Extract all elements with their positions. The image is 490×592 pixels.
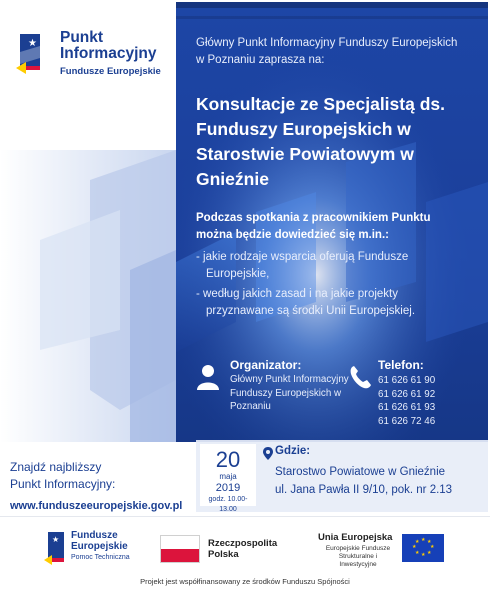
eu-stars-icon [16,28,56,78]
phone-number: 61 626 72 46 [378,415,436,427]
svg-text:★: ★ [430,544,435,550]
rp-title: Rzeczpospolita Polska [208,538,278,560]
date-hours: godz. 10.00-13.00 [208,496,248,513]
fe-subtitle: Pomoc Techniczna [71,554,130,561]
date-card [200,444,256,513]
eu-stars-icon [44,530,68,566]
list-item: - według jakich zasad i na jakie projekty przyznawane są środki Unii Europejskiej. [196,288,416,317]
svg-text:★: ★ [421,537,426,543]
svg-text:★: ★ [421,552,426,558]
cofunding-note: Projekt jest współfinansowany ze środków Funduszu Spójności [140,577,350,586]
phone-number: 61 626 61 92 [378,388,436,400]
rzeczpospolita-logo [160,535,290,567]
ue-title: Unia Europejska [318,532,393,543]
eu-flag-icon [402,534,444,562]
where-place: Starostwo Powiatowe w Gnieźnie [275,466,446,478]
svg-text:★: ★ [52,535,60,544]
ue-subtitle: Europejskie Fundusze Strukturalne i Inwestycyjne [325,545,391,568]
organizer-name: Główny Punkt Informacyjny Funduszy Europejskich w Poznaniu [230,374,349,412]
fe-title: Fundusze Europejskie [71,530,128,552]
organizer-title: Organizator: [230,358,302,372]
find-line-2: Punkt Informacyjny: [10,477,116,491]
website-link[interactable]: www.funduszeeuropejskie.gov.pl [10,500,183,512]
polish-flag-icon [160,535,200,563]
unia-europejska-logo [318,532,478,568]
punkt-informacyjny-logo [16,26,176,86]
svg-text:★: ★ [427,550,432,556]
left-background-art [0,150,176,442]
date-month: maja [219,472,237,481]
intro-text: Główny Punkt Informacyjny Funduszy Europejskich w Poznaniu zaprasza na: [196,37,458,66]
where-address: ul. Jana Pawła II 9/10, pok. nr 2.13 [275,484,453,496]
lead-text: Podczas spotkania z pracownikiem Punktu można będzie dowiedzieć się m.in.: [196,212,431,241]
where-title: Gdzie: [275,445,311,457]
phone-number: 61 626 61 93 [378,402,436,414]
logo-subtitle: Fundusze Europejskie [60,66,161,77]
fundusze-europejskie-logo [44,530,154,570]
date-year: 2019 [215,482,241,494]
location-pin-icon [263,447,273,460]
logo-title: Punkt Informacyjny [60,29,157,62]
date-day: 20 [215,447,241,472]
svg-text:★: ★ [427,539,432,545]
svg-text:★: ★ [28,38,37,49]
footer-divider [0,516,490,517]
phone-numbers [378,374,435,428]
phone-title: Telefon: [378,358,424,372]
svg-text:★: ★ [412,544,417,550]
find-line-1: Znajdź najbliższy [10,460,102,474]
find-point-text [10,459,115,493]
topics-list [196,249,436,323]
phone-icon [349,364,373,390]
phone-number: 61 626 61 90 [378,375,436,386]
event-headline: Konsultacje ze Specjalistą ds. Funduszy Europejskich w Starostwie Powiatowym w Gnieźnie [196,94,445,189]
person-icon [196,364,220,390]
svg-text:★: ★ [415,539,420,545]
list-item: - jakie rodzaje wsparcia oferują Fundusze Europejskie, [196,251,409,280]
svg-text:★: ★ [415,550,420,556]
